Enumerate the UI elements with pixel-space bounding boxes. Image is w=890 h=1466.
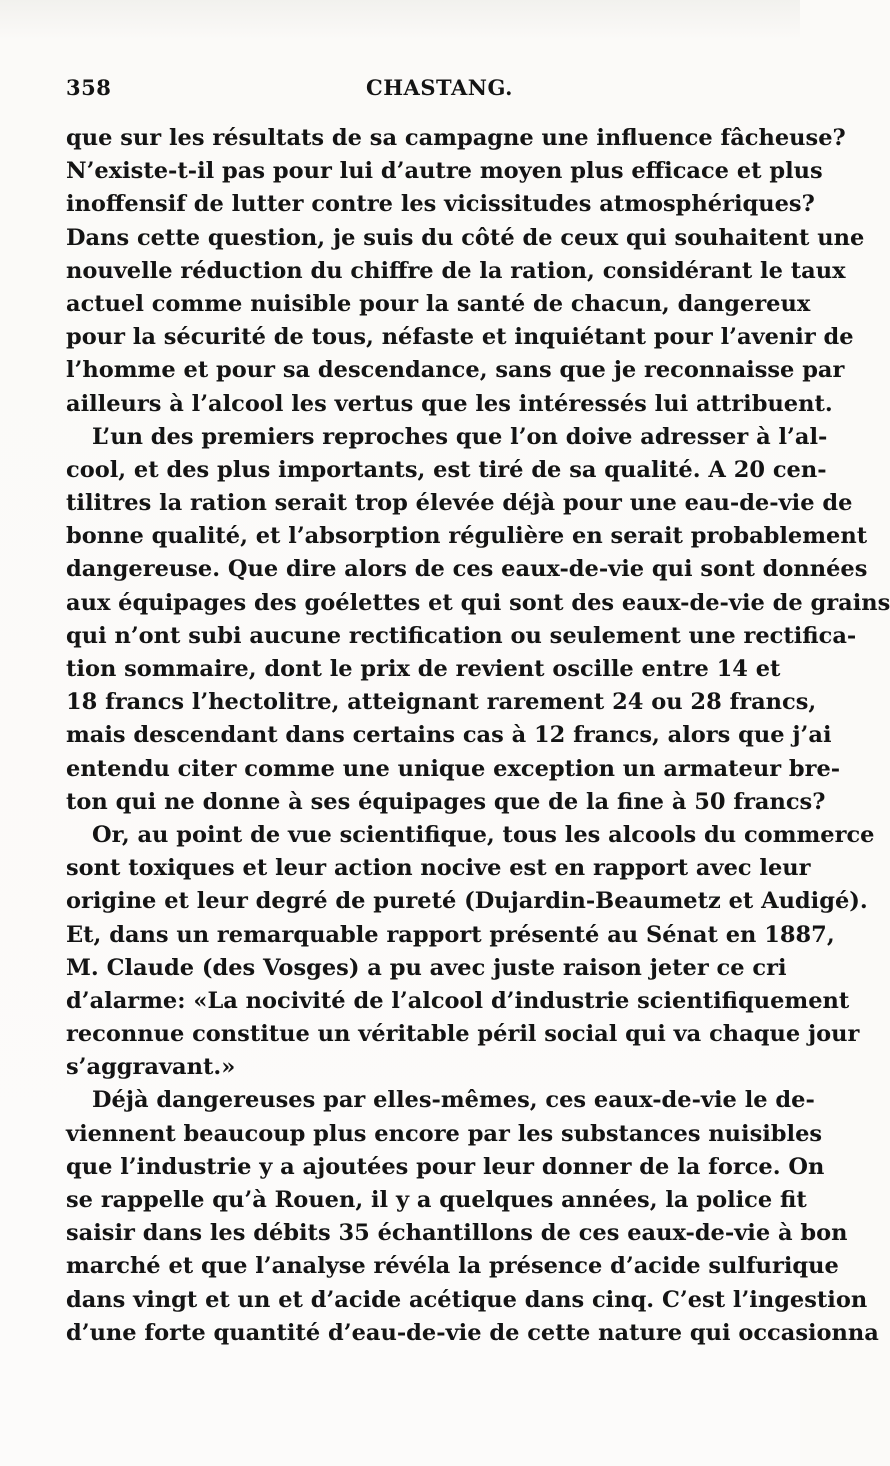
text-line: tion sommaire, dont le prix de revient oscille entre 14 et — [66, 656, 781, 682]
page-number: 358 — [66, 75, 112, 100]
text-line: se rappelle qu’à Rouen, il y a quelques années, la police fit — [66, 1187, 807, 1213]
text-line: d’alarme: «La nocivité de l’alcool d’industrie scientifiquement — [66, 987, 850, 1014]
text-line: entendu citer comme une unique exception un armateur bre- — [66, 755, 841, 782]
text-line: l’homme et pour sa descendance, sans que je reconnaisse par — [66, 357, 845, 384]
text-line: saisir dans les débits 35 échantillons de ces eaux-de-vie à bon — [66, 1220, 848, 1247]
text-line: dans vingt et un et d’acide acétique dans cinq. C’est l’ingestion — [66, 1286, 868, 1313]
running-head: CHASTANG. — [366, 75, 513, 100]
text-line: Et, dans un remarquable rapport présenté au Sénat en 1887, — [66, 921, 835, 948]
text-line: origine et leur degré de pureté (Dujardin-Beaumetz et Audigé). — [66, 888, 868, 915]
text-line: N’existe-t-il pas pour lui d’autre moyen plus efficace et plus — [66, 158, 823, 185]
text-line: cool, et des plus importants, est tiré de sa qualité. A 20 cen- — [66, 456, 827, 483]
text-line: mais descendant dans certains cas à 12 francs, alors que j’ai — [66, 722, 832, 749]
text-line: que sur les résultats de sa campagne une influence fâcheuse? — [66, 125, 846, 151]
text-line: Or, au point de vue scientifique, tous les alcools du commerce — [92, 821, 875, 848]
text-line: marché et que l’analyse révéla la présence d’acide sulfurique — [66, 1253, 839, 1280]
text-line: tilitres la ration serait trop élevée déjà pour une eau-de-vie de — [66, 490, 853, 517]
text-line: ton qui ne donne à ses équipages que de la fine à 50 francs? — [66, 788, 826, 815]
text-line: ailleurs à l’alcool les vertus que les intéressés lui attribuent. — [66, 390, 833, 417]
text-line: sont toxiques et leur action nocive est en rapport avec leur — [66, 855, 811, 882]
text-line: s’aggravant.» — [66, 1054, 236, 1081]
text-line: viennent beaucoup plus encore par les substances nuisibles — [66, 1120, 823, 1147]
text-line: Déjà dangereuses par elles-mêmes, ces eaux-de-vie le de- — [92, 1087, 815, 1114]
text-line: reconnue constitue un véritable péril social qui va chaque jour — [66, 1021, 860, 1048]
text-line: bonne qualité, et l’absorption régulière en serait probablement — [66, 523, 868, 550]
text-line: inoffensif de lutter contre les vicissitudes atmosphériques? — [66, 191, 815, 218]
text-line: d’une forte quantité d’eau-de-vie de cette nature qui occasionna — [66, 1319, 879, 1346]
text-line: aux équipages des goélettes et qui sont des eaux-de-vie de grains — [66, 589, 890, 616]
text-line: nouvelle réduction du chiffre de la ration, considérant le taux — [66, 257, 846, 284]
text-line: 18 francs l’hectolitre, atteignant rarement 24 ou 28 francs, — [66, 689, 817, 716]
text-line: pour la sécurité de tous, néfaste et inquiétant pour l’avenir de — [66, 324, 854, 351]
text-line: actuel comme nuisible pour la santé de chacun, dangereux — [66, 290, 811, 317]
text-line: que l’industrie y a ajoutées pour leur donner de la force. On — [66, 1153, 825, 1180]
body-text — [66, 122, 890, 1350]
text-line: M. Claude (des Vosges) a pu avec juste raison jeter ce cri — [66, 954, 787, 981]
page-header — [66, 75, 766, 105]
text-line: L’un des premiers reproches que l’on doive adresser à l’al- — [92, 423, 828, 450]
text-line: Dans cette question, je suis du côté de ceux qui souhaitent une — [66, 224, 865, 251]
text-line: qui n’ont subi aucune rectification ou seulement une rectifica- — [66, 622, 857, 649]
text-line: dangereuse. Que dire alors de ces eaux-de-vie qui sont données — [66, 556, 868, 583]
